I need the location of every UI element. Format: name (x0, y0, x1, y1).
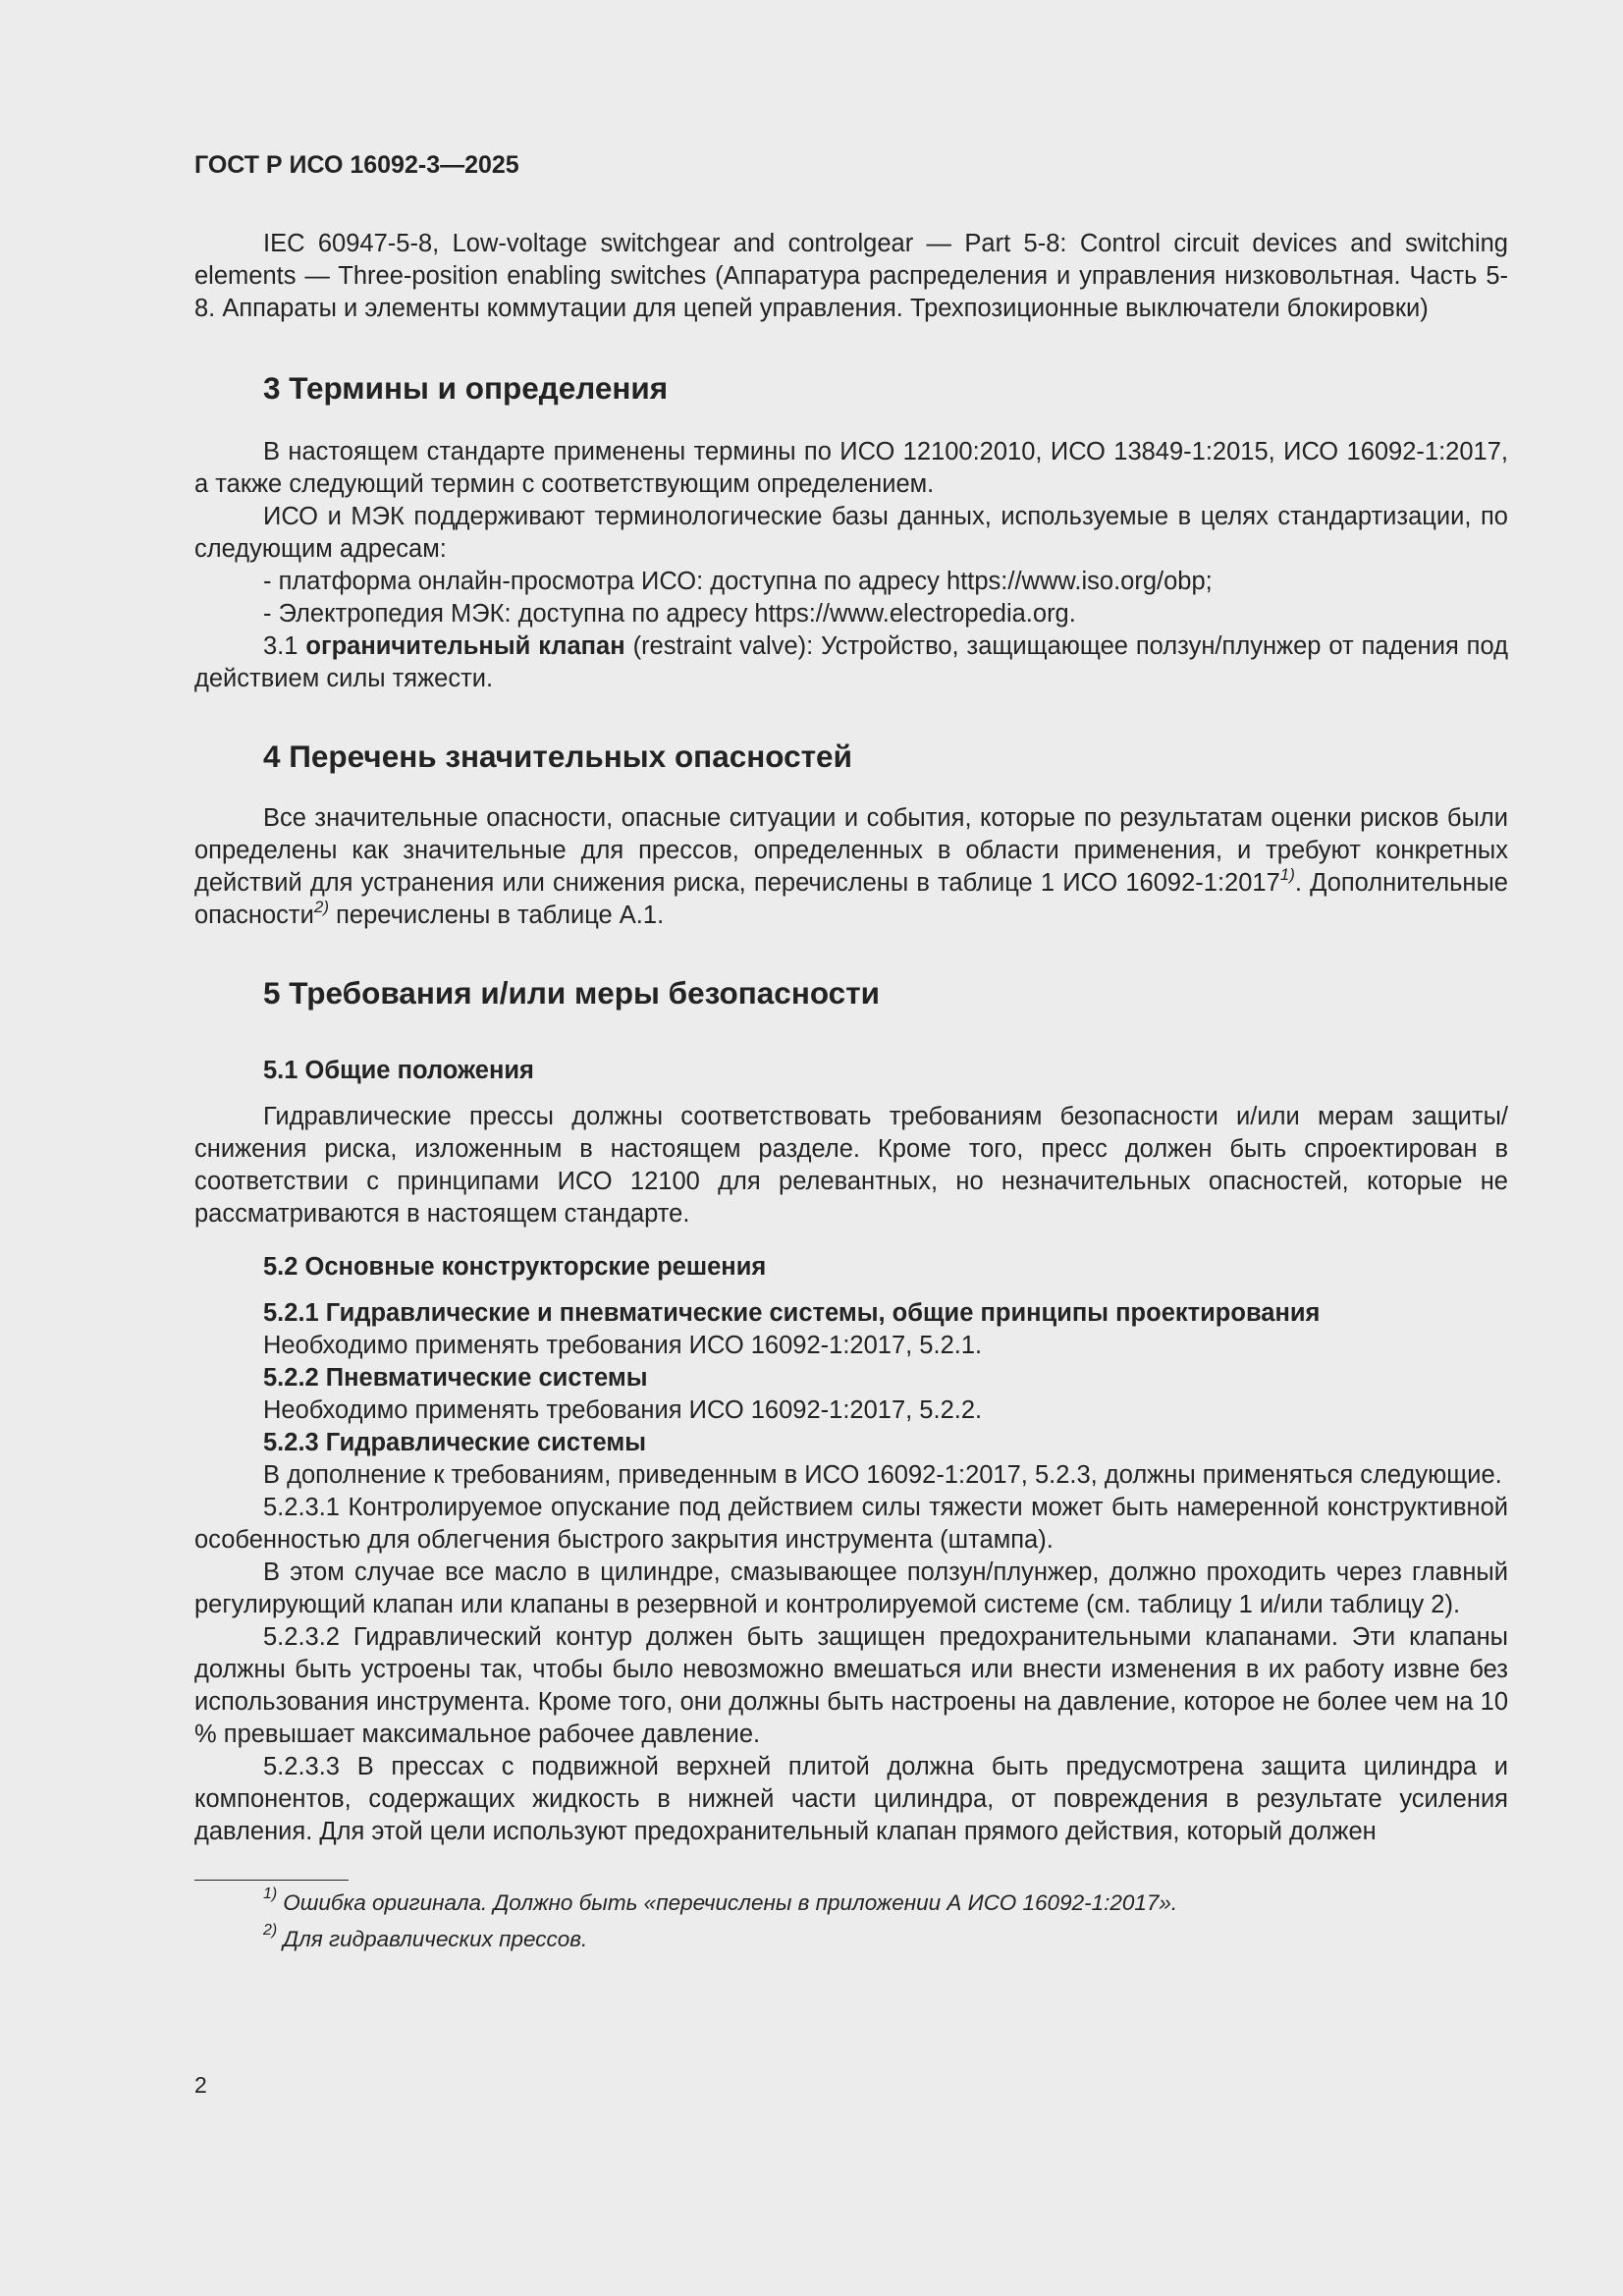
section-5-2-3-paragraph: В дополнение к требованиям, приведенным в ИСО 16092-1:2017, 5.2.3, должны применяться следующие. (263, 1461, 1502, 1489)
section-4-title: 4 Перечень значительных опасностей (263, 738, 852, 774)
bullet-iso-obp: - платформа онлайн-просмотра ИСО: доступна по адресу https://www.iso.org/obp; (263, 568, 1213, 595)
section-5-2-3-title: 5.2.3 Гидравлические системы (263, 1429, 647, 1456)
document-header: ГОСТ Р ИСО 16092-3—2025 (194, 151, 519, 179)
section-5-2-title: 5.2 Основные конструкторские решения (263, 1253, 767, 1281)
section-4-text-part-3: перечислены в таблице А.1. (329, 902, 665, 929)
section-5-2-2-title: 5.2.2 Пневматические системы (263, 1364, 648, 1392)
term-3-1 (194, 630, 1508, 695)
footnote-1-text: Ошибка оригинала. Должно быть «перечислены в приложении А ИСО 16092-1:2017». (283, 1890, 1178, 1915)
footnote-2-text: Для гидравлических прессов. (283, 1927, 588, 1951)
footnote-2-mark: 2) (263, 1921, 278, 1939)
footnote-ref-2: 2) (313, 897, 329, 916)
section-4-text-part-2: . Дополнительные опасности (194, 869, 1508, 929)
section-5-title: 5 Требования и/или меры безопасности (263, 975, 880, 1011)
section-5-2-1-paragraph: Необходимо применять требования ИСО 16092-1:2017, 5.2.1. (263, 1332, 983, 1359)
section-5-1-title: 5.1 Общие положения (263, 1057, 534, 1084)
section-5-2-3-1-paragraph-2: В этом случае все масло в цилиндре, смазывающее ползун/плунжер, должно проходить через главный регулирующий клапан или клапаны в резервной и контролируемой системе (см. таблицу 1 и/или таблицу 2). (194, 1558, 1508, 1618)
section-3-title: 3 Термины и определения (263, 370, 669, 406)
term-number: 3.1 (263, 632, 306, 660)
footnote-1-mark: 1) (263, 1885, 278, 1902)
footnote-ref-1: 1) (1279, 864, 1295, 884)
section-5-2-1-title: 5.2.1 Гидравлические и пневматические системы, общие принципы проектирования (263, 1299, 1321, 1327)
section-5-1-paragraph: Гидравлические прессы должны соответствовать требованиям безопасности и/или мерам защиты/снижения риска, изложенным в настоящем разделе. Кроме того, пресс должен быть спроектирован в соответствии с принципами ИСО 12100 для релевантных, но незначительных опасностей, которые не рассматриваются в настоящем стандарте. (194, 1103, 1508, 1228)
section-5-2-3-2-paragraph: 5.2.3.2 Гидравлический контур должен быть защищен предохранительными клапанами. Эти клапаны должны быть устроены так, чтобы было невозможно вмешаться или внести изменения в их работу извне без использования инструмента. Кроме того, они должны быть настроены на давление, которое не более чем на 10 % превышает максимальное рабочее давление. (194, 1623, 1508, 1748)
section-5-2-2-paragraph: Необходимо применять требования ИСО 16092-1:2017, 5.2.2. (263, 1396, 983, 1424)
section-4-paragraph (194, 802, 1508, 932)
bullet-electropedia: - Электропедия МЭК: доступна по адресу https://www.electropedia.org. (263, 600, 1076, 628)
section-3-paragraph-1: В настоящем стандарте применены термины по ИСО 12100:2010, ИСО 13849-1:2015, ИСО 16092-1:2017, а также следующий термин с соответствующим определением. (194, 438, 1508, 498)
section-3-paragraph-2: ИСО и МЭК поддерживают терминологические базы данных, используемые в целях стандартизации, по следующим адресам: (194, 503, 1508, 563)
section-4-text-part-1: Все значительные опасности, опасные ситуации и события, которые по результатам оценки рисков были определены как значительные для прессов, определенных в области применения, и требуют конкретных действий для устранения или снижения риска, перечислены в таблице 1 ИСО 16092-1:2017 (194, 804, 1508, 897)
reference-paragraph: IEC 60947-5-8, Low-voltage switchgear and controlgear — Part 5-8: Control circuit devices and switching elements — Three-position enabling switches (Аппаратура распределения и управления низковольтная. Часть 5-8. Аппараты и элементы коммутации для цепей управления. Трехпозиционные выключатели блокировки) (194, 230, 1508, 322)
document-page (194, 147, 1508, 1957)
term-definition: (restraint valve): Устройство, защищающее ползун/плунжер от падения под действием силы тяжести. (194, 632, 1508, 692)
section-5-2-3-1-paragraph-1: 5.2.3.1 Контролируемое опускание под действием силы тяжести может быть намеренной конструктивной особенностью для облегчения быстрого закрытия инструмента (штампа). (194, 1494, 1508, 1554)
term-name: ограничительный клапан (305, 632, 625, 660)
footnote-1 (194, 1885, 1508, 1921)
section-5-2-3-3-paragraph: 5.2.3.3 В прессах с подвижной верхней плитой должна быть предусмотрена защита цилиндра и компонентов, содержащих жидкость в нижней части цилиндра, от повреждения в результате усиления давления. Для этой цели используют предохранительный клапан прямого действия, который должен (194, 1753, 1508, 1845)
footnote-2 (194, 1921, 1508, 1957)
page-number: 2 (194, 2072, 207, 2098)
